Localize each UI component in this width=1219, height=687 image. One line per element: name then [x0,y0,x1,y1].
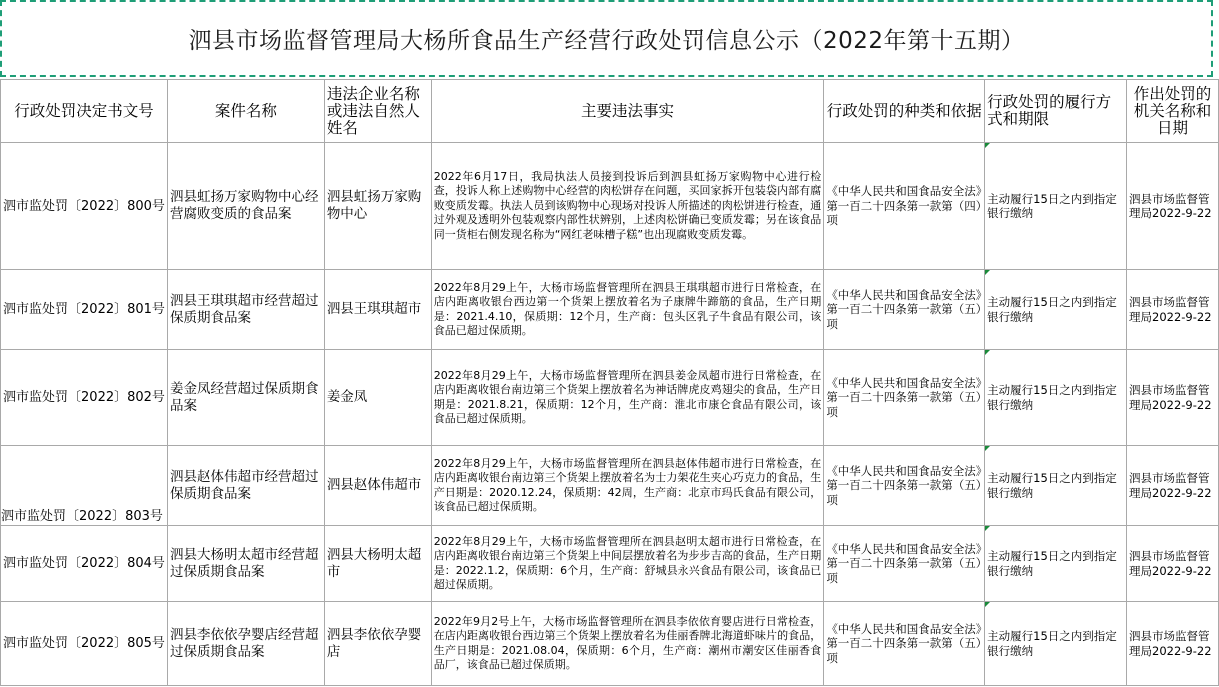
header-party[interactable]: 违法企业名称或违法自然人姓名 [324,80,431,143]
cell-org-date[interactable]: 泗县市场监督管理局2022-9-22 [1127,446,1219,526]
cell-method[interactable]: 主动履行15日之内到指定银行缴纳 [985,350,1127,446]
cell-basis[interactable]: 《中华人民共和国食品安全法》第一百二十四条第一款第（五）项 [824,526,985,602]
header-org-date[interactable]: 作出处罚的机关名称和日期 [1127,80,1219,143]
cell-org-date[interactable]: 泗县市场监督管理局2022-9-22 [1127,350,1219,446]
header-facts[interactable]: 主要违法事实 [431,80,824,143]
cell-doc-no[interactable]: 泗市监处罚〔2022〕805号 [1,602,168,686]
cell-doc-no[interactable]: 泗市监处罚〔2022〕802号 [1,350,168,446]
cell-method[interactable]: 主动履行15日之内到指定银行缴纳 [985,526,1127,602]
cell-basis[interactable]: 《中华人民共和国食品安全法》第一百二十四条第一款第（五）项 [824,270,985,350]
cell-case-name[interactable]: 泗县李依依孕婴店经营超过保质期食品案 [167,602,324,686]
penalty-table [0,79,1219,686]
header-case-name[interactable]: 案件名称 [167,80,324,143]
table-row [1,143,1219,270]
cell-party[interactable]: 泗县大杨明太超市 [324,526,431,602]
cell-org-date[interactable]: 泗县市场监督管理局2022-9-22 [1127,143,1219,270]
cell-party[interactable]: 姜金凤 [324,350,431,446]
cell-facts[interactable]: 2022年8月29上午，大杨市场监督管理所在泗县王琪琪超市进行日常检查，在店内距离收银台西边第一个货架上摆放着名为子康牌牛蹄筋的食品，生产日期是：2021.4.10，保质期：12个月，生产商：包头区乳子牛食品有限公司，该食品已超过保质期。 [431,270,824,350]
cell-case-name[interactable]: 泗县大杨明太超市经营超过保质期食品案 [167,526,324,602]
cell-facts[interactable]: 2022年8月29上午，大杨市场监督管理所在泗县赵体伟超市进行日常检查，在店内距离收银台南边第三个货架上摆放着名为士力架花生夹心巧克力的食品，生产日期是：2020.12.24，保质期：42周，生产商：北京市玛氏食品有限公司，该食品已超过保质期。 [431,446,824,526]
table-row [1,526,1219,602]
cell-party[interactable]: 泗县王琪琪超市 [324,270,431,350]
cell-party[interactable]: 泗县李依依孕婴店 [324,602,431,686]
cell-org-date[interactable]: 泗县市场监督管理局2022-9-22 [1127,526,1219,602]
cell-case-name[interactable]: 泗县赵体伟超市经营超过保质期食品案 [167,446,324,526]
cell-case-name[interactable]: 泗县虹扬万家购物中心经营腐败变质的食品案 [167,143,324,270]
cell-doc-no[interactable]: 泗市监处罚〔2022〕803号 [1,446,168,526]
cell-facts[interactable]: 2022年8月29上午，大杨市场监督管理所在泗县赵明太超市进行日常检查，在店内距离收银台南边第三个货架上中间层摆放着名为步步吉高的食品，生产日期是：2022.1.2，保质期：6个月，生产商：舒城县永兴食品有限公司，该食品已超过保质期。 [431,526,824,602]
cell-doc-no[interactable]: 泗市监处罚〔2022〕804号 [1,526,168,602]
cell-basis[interactable]: 《中华人民共和国食品安全法》第一百二十四条第一款第（五）项 [824,350,985,446]
header-doc-no[interactable]: 行政处罚决定书文号 [1,80,168,143]
table-row [1,446,1219,526]
cell-facts[interactable]: 2022年6月17日，我局执法人员接到投诉后到泗县虹扬万家购物中心进行检查，投诉人称上述购物中心经营的肉松饼存在问题，买回家拆开包装袋内部有腐败变质发霉。执法人员到该购物中心现场对投诉人所描述的肉松饼进行检查，通过外观及透明外包装观察内部性状辨别，上述肉松饼确已变质发霉；另在该食品同一货柜右侧发现名称为“网红老味槽子糕”也出现腐败变质发霉。 [431,143,824,270]
cell-basis[interactable]: 《中华人民共和国食品安全法》第一百二十四条第一款第（四）项 [824,143,985,270]
cell-case-name[interactable]: 姜金凤经营超过保质期食品案 [167,350,324,446]
cell-facts[interactable]: 2022年8月29上午，大杨市场监督管理所在泗县姜金凤超市进行日常检查，在店内距离收银台南边第三个货架上摆放着名为神话牌虎皮鸡翅尖的食品，生产日期是：2021.8.21，保质期：12个月，生产商：淮北市康仑食品有限公司，该食品已超过保质期。 [431,350,824,446]
cell-method[interactable]: 主动履行15日之内到指定银行缴纳 [985,143,1127,270]
cell-party[interactable]: 泗县赵体伟超市 [324,446,431,526]
header-row [1,80,1219,143]
table-row [1,602,1219,686]
sheet-title[interactable]: 泗县市场监督管理局大杨所食品生产经营行政处罚信息公示（2022年第十五期） [0,0,1213,77]
cell-method[interactable]: 主动履行15日之内到指定银行缴纳 [985,602,1127,686]
cell-org-date[interactable]: 泗县市场监督管理局2022-9-22 [1127,270,1219,350]
cell-method[interactable]: 主动履行15日之内到指定银行缴纳 [985,270,1127,350]
table-row [1,270,1219,350]
cell-basis[interactable]: 《中华人民共和国食品安全法》第一百二十四条第一款第（五）项 [824,602,985,686]
cell-doc-no[interactable]: 泗市监处罚〔2022〕800号 [1,143,168,270]
header-method[interactable]: 行政处罚的履行方式和期限 [985,80,1127,143]
cell-doc-no[interactable]: 泗市监处罚〔2022〕801号 [1,270,168,350]
cell-method[interactable]: 主动履行15日之内到指定银行缴纳 [985,446,1127,526]
cell-basis[interactable]: 《中华人民共和国食品安全法》第一百二十四条第一款第（五）项 [824,446,985,526]
cell-case-name[interactable]: 泗县王琪琪超市经营超过保质期食品案 [167,270,324,350]
cell-facts[interactable]: 2022年9月2号上午，大杨市场监督管理所在泗县李依依育婴店进行日常检查，在店内距离收银台西边第三个货架上摆放着名为佳丽香牌北海道虾味片的食品，生产日期是：2021.08.04，保质期：6个月，生产商：潮州市潮安区佳丽香食品厂，该食品已超过保质期。 [431,602,824,686]
table-row [1,350,1219,446]
cell-org-date[interactable]: 泗县市场监督管理局2022-9-22 [1127,602,1219,686]
header-basis[interactable]: 行政处罚的种类和依据 [824,80,985,143]
cell-party[interactable]: 泗县虹扬万家购物中心 [324,143,431,270]
